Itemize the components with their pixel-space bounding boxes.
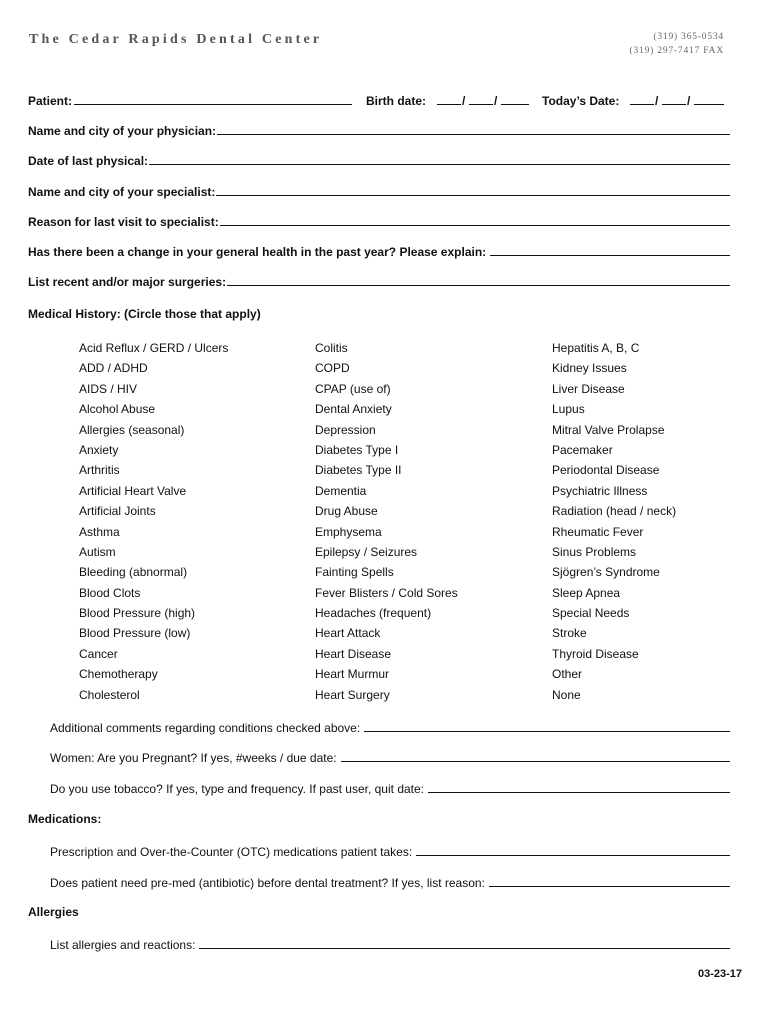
allergies-heading: Allergies: [28, 905, 79, 919]
birth-year-field[interactable]: [501, 104, 529, 105]
condition-item[interactable]: Cholesterol: [79, 687, 140, 702]
condition-item[interactable]: Arthritis: [79, 463, 120, 478]
form-revision-code: 03-23-17: [697, 968, 742, 980]
condition-item[interactable]: Allergies (seasonal): [79, 422, 185, 437]
condition-item[interactable]: Heart Disease: [315, 646, 392, 661]
condition-item[interactable]: Alcohol Abuse: [79, 402, 156, 417]
tobacco-label: Do you use tobacco? If yes, type and frequency. If past user, quit date:: [50, 782, 425, 796]
clinic-phone: (319) 365-0534: [653, 32, 724, 42]
condition-item[interactable]: CPAP (use of): [315, 381, 391, 396]
condition-item[interactable]: Pacemaker: [552, 442, 613, 457]
condition-item[interactable]: Artificial Heart Valve: [79, 483, 187, 498]
condition-item[interactable]: Liver Disease: [552, 381, 625, 396]
condition-item[interactable]: Blood Pressure (high): [79, 606, 196, 621]
today-year-field[interactable]: [694, 104, 724, 105]
todays-date-label: Today’s Date:: [542, 94, 620, 108]
premed-row: [50, 872, 730, 890]
date-separator: /: [494, 94, 498, 108]
tobacco-field[interactable]: [428, 792, 730, 793]
birth-date-label: Birth date:: [366, 94, 426, 108]
specialist-field[interactable]: [216, 195, 730, 196]
condition-item[interactable]: Mitral Valve Prolapse: [552, 422, 665, 437]
physician-label: Name and city of your physician:: [28, 124, 217, 138]
allergies-field[interactable]: [199, 948, 730, 949]
physician-row: [28, 120, 730, 138]
premed-label: Does patient need pre-med (antibiotic) before dental treatment? If yes, list reason:: [50, 876, 485, 890]
patient-label: Patient:: [28, 94, 73, 108]
condition-item[interactable]: Drug Abuse: [315, 504, 378, 519]
condition-item[interactable]: Kidney Issues: [552, 361, 627, 376]
pregnant-label: Women: Are you Pregnant? If yes, #weeks / due date:: [50, 751, 337, 765]
patient-name-field[interactable]: [74, 104, 352, 105]
surgeries-label: List recent and/or major surgeries:: [28, 275, 227, 289]
medications-heading: Medications:: [28, 812, 102, 826]
condition-item[interactable]: COPD: [315, 361, 350, 376]
condition-item[interactable]: Hepatitis A, B, C: [552, 341, 640, 355]
condition-item[interactable]: Sleep Apnea: [552, 585, 621, 600]
patient-info-row: [28, 90, 730, 108]
condition-item[interactable]: Periodontal Disease: [552, 463, 660, 478]
otc-medications-row: [50, 841, 730, 859]
today-month-field[interactable]: [630, 104, 654, 105]
specialist-label: Name and city of your specialist:: [28, 185, 216, 199]
allergies-row: [50, 934, 730, 952]
condition-item[interactable]: Lupus: [552, 402, 585, 417]
date-separator: /: [655, 94, 659, 108]
condition-item[interactable]: Autism: [79, 544, 116, 559]
clinic-name: The Cedar Rapids Dental Center: [29, 32, 323, 47]
condition-item[interactable]: Sinus Problems: [552, 544, 637, 559]
premed-field[interactable]: [489, 886, 730, 887]
condition-item[interactable]: Diabetes Type I: [315, 442, 399, 457]
last-physical-label: Date of last physical:: [28, 154, 149, 168]
condition-item[interactable]: Blood Pressure (low): [79, 626, 191, 641]
condition-item[interactable]: Thyroid Disease: [552, 646, 639, 661]
condition-item[interactable]: Chemotherapy: [79, 667, 158, 682]
today-day-field[interactable]: [662, 104, 686, 105]
condition-item[interactable]: Headaches (frequent): [315, 606, 432, 621]
condition-item[interactable]: Sjögren’s Syndrome: [552, 565, 660, 580]
condition-item[interactable]: Heart Attack: [315, 626, 381, 641]
condition-item[interactable]: Anxiety: [79, 442, 119, 457]
condition-item[interactable]: ADD / ADHD: [79, 361, 148, 376]
date-separator: /: [687, 94, 691, 108]
condition-item[interactable]: Other: [552, 667, 583, 682]
condition-item[interactable]: Blood Clots: [79, 585, 141, 600]
conditions-column-1: [79, 338, 228, 705]
condition-item[interactable]: Epilepsy / Seizures: [315, 544, 418, 559]
condition-item[interactable]: Depression: [315, 422, 376, 437]
allergies-label: List allergies and reactions:: [50, 938, 196, 952]
specialist-reason-row: [28, 211, 730, 229]
specialist-row: [28, 181, 730, 199]
condition-item[interactable]: Dementia: [315, 483, 367, 498]
otc-medications-field[interactable]: [416, 855, 730, 856]
comments-label: Additional comments regarding conditions checked above:: [50, 721, 361, 735]
condition-item[interactable]: Bleeding (abnormal): [79, 565, 188, 580]
health-change-field[interactable]: [490, 255, 730, 256]
condition-item[interactable]: Emphysema: [315, 524, 382, 539]
condition-item[interactable]: Special Needs: [552, 606, 630, 621]
condition-item[interactable]: Fainting Spells: [315, 565, 394, 580]
condition-item[interactable]: Asthma: [79, 524, 120, 539]
clinic-fax: (319) 297-7417 FAX: [629, 46, 724, 56]
surgeries-field[interactable]: [227, 285, 730, 286]
condition-item[interactable]: AIDS / HIV: [79, 381, 138, 396]
specialist-reason-label: Reason for last visit to specialist:: [28, 215, 219, 229]
health-change-label: Has there been a change in your general health in the past year? Please explain:: [28, 245, 487, 259]
condition-item[interactable]: Cancer: [79, 646, 118, 661]
condition-item[interactable]: Heart Murmur: [315, 667, 390, 682]
condition-item[interactable]: Diabetes Type II: [315, 463, 402, 478]
condition-item[interactable]: Fever Blisters / Cold Sores: [315, 585, 458, 600]
birth-month-field[interactable]: [437, 104, 461, 105]
condition-item[interactable]: Colitis: [315, 341, 348, 355]
last-physical-field[interactable]: [149, 164, 730, 165]
birth-day-field[interactable]: [469, 104, 493, 105]
tobacco-row: [50, 778, 730, 796]
pregnant-row: [50, 747, 730, 765]
comments-row: [50, 717, 730, 735]
medical-history-heading: Medical History: (Circle those that apply): [28, 307, 261, 321]
date-separator: /: [462, 94, 466, 108]
condition-item[interactable]: Heart Surgery: [315, 687, 390, 702]
surgeries-row: [28, 271, 730, 289]
specialist-reason-field[interactable]: [220, 225, 730, 226]
condition-item[interactable]: Rheumatic Fever: [552, 524, 644, 539]
physician-field[interactable]: [217, 134, 730, 135]
condition-item[interactable]: Dental Anxiety: [315, 402, 392, 417]
otc-medications-label: Prescription and Over-the-Counter (OTC) medications patient takes:: [50, 845, 413, 859]
clinic-contact: [630, 30, 724, 58]
condition-item[interactable]: Stroke: [552, 626, 587, 641]
condition-item[interactable]: Psychiatric Illness: [552, 483, 648, 498]
condition-item[interactable]: Acid Reflux / GERD / Ulcers: [79, 341, 229, 355]
conditions-column-3: [552, 338, 676, 705]
last-physical-row: [28, 150, 730, 168]
condition-item[interactable]: None: [552, 687, 581, 702]
conditions-column-2: [315, 338, 458, 705]
condition-item[interactable]: Radiation (head / neck): [552, 504, 677, 519]
health-change-row: [28, 241, 730, 259]
pregnant-field[interactable]: [341, 761, 730, 762]
condition-item[interactable]: Artificial Joints: [79, 504, 156, 519]
comments-field[interactable]: [364, 731, 730, 732]
